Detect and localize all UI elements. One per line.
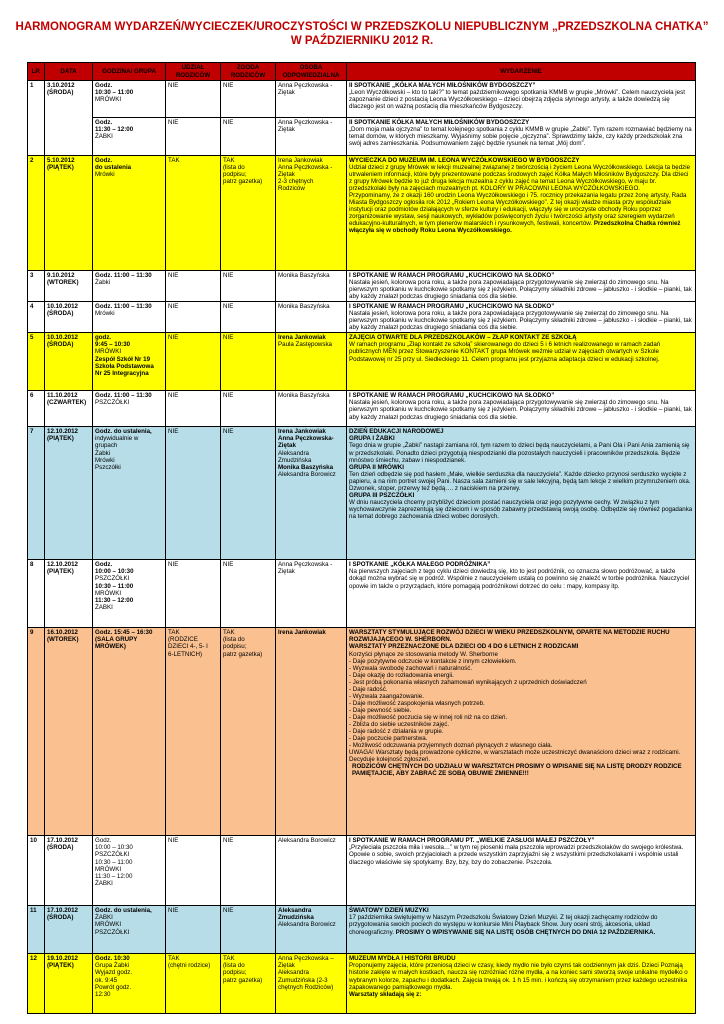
date-text: 3.10.2012 <box>47 82 75 89</box>
title-line-2: W PAŹDZIERNIKU 2012 R. <box>290 35 434 47</box>
person-line: Paula Zastępowska <box>278 341 332 349</box>
event-title: ZAJĘCIA OTWARTE DLA PRZEDSZKOLAKÓW – ZŁAP KONTAKT ZE SZKOŁĄ <box>349 334 577 342</box>
event-title: II SPOTKANIE „KÓŁKA MAŁYCH MIŁOŚNIKÓW BYDGOSZCZY” <box>349 82 536 89</box>
date-text: 17.10.2012 <box>47 907 78 915</box>
row-time-group <box>93 156 166 271</box>
day-text: (PIĄTEK) <box>47 435 74 443</box>
day-text: (WTOREK) <box>47 279 79 287</box>
row-consent: NIE <box>221 302 276 333</box>
event-description: „Dom moja mała ojczyzna” to temat kolejnego spotkania z cyklu KMMB w grupie „Żabki”. Tym razem rozmawiać będziemy na temat domów, w których mieszkamy. Wyjaśnimy sobie pojęcie „ojczyzna”. Sprawdzimy także, czy każdy przedszkolak zna swój adres zamieszkania. Podsumowaniem zajęć będzie rysunek na temat „Mój dom”. <box>349 126 692 148</box>
row-date <box>45 156 93 271</box>
row-date <box>45 906 93 954</box>
list-item: - Daje możliwość poczucia się w innej roli niż na co dzień. <box>349 713 508 721</box>
row-date <box>45 628 93 836</box>
event-description: Nastała jesień, kolorowa pora roku, a także pora zapowiadająca przygotowywanie się zwierząt do zimowego snu. Na pierwszym spotkaniu w kuchcikowie spotkamy się z jeżykiem. Połączymy składniki zdrowe – jabłuszko - i słodkie – pianki, tak aby każdy znalazł podczas drugiego śniadania coś dla siebie. <box>349 310 692 332</box>
event-title: MUZEUM MYDŁA I HISTORII BRUDU <box>349 955 456 963</box>
consent-line: TAK <box>223 157 235 164</box>
event-title: I SPOTKANIE „KÓŁKA MAŁEGO PODRÓŻNIKA” <box>349 561 491 569</box>
consent-line: patrz gazetka) <box>223 976 263 984</box>
person-line: Anna Pęczkowska – Ziętak <box>278 955 334 970</box>
group-name: Mrówki <box>95 456 115 464</box>
event-description: „Leon Wyczółkowski – kto to taki?” to temat pażdziernikowego spotkania KMMB w grupie „Mrówki”. Celem nauczyciela jest zapoznanie dzieci z postacią Leona Wyczółkowskiego – dzieci obejrzą zdjęcia słynnego artysty, a także dowiedzą się dlaczego jest on ważną postacią dla mieszkańców Bydgoszczy. <box>349 89 685 111</box>
header-parents-participation: UDZIAŁ RODZICÓW <box>166 63 221 81</box>
event-title: I SPOTKANIE W RAMACH PROGRAMU „KUCHCIKOWO NA SŁODKO” <box>349 303 555 311</box>
time-label: Godz. <box>95 837 112 845</box>
date-text: 12.10.2012 <box>47 428 78 436</box>
row-event <box>347 906 696 954</box>
person-line: chętnych Rodziców) <box>278 983 334 991</box>
person-line: Irena Jankowiak <box>278 157 323 164</box>
list-item: - Daje pozytywne odczucie w kontakcie z innym człowiekiem. <box>349 657 517 665</box>
event-title: I SPOTKANIE W RAMACH PROGRAMU „KUCHCIKOWO NA SŁODKO” <box>349 392 555 400</box>
person-line: Aleksandra Borowicz <box>278 470 336 478</box>
row-date <box>45 427 93 560</box>
group-name: MRÓWKI <box>95 865 122 873</box>
day-text: (WTOREK) <box>47 636 79 644</box>
row-responsible: Anna Pęczkowska - Ziętak <box>276 118 347 156</box>
event-title: WARSZTATY STYMULUJĄCE ROZWÓJ DZIECI W WIEKU PRZEDSZKOLNYM, OPARTE NA METODZIE RUCHU ROZWIJAJĄCEGO W. SHERBORN. <box>349 629 670 644</box>
person-line: Anna Pęczkowska-Ziętak <box>278 435 334 450</box>
row-consent: NIE <box>221 560 276 628</box>
list-item: - Wyzwala zaangażowanie. <box>349 692 424 700</box>
table-row <box>28 836 696 906</box>
day-text: (CZWARTEK) <box>47 399 87 407</box>
person-line: Irena Jankowiak <box>278 428 326 436</box>
row-responsible <box>276 906 347 954</box>
row-responsible <box>276 156 347 271</box>
event-description: Proponujemy zajęcia, które przeniosą dzieci w czasy, kiedy mydło nie było czymś tak codziennym jak dziś. Dzieci Poznają historie zaklęte w małych kostkach, naucza się rozróżniać różne mydła, a na koniec sami stworzą swoje unikalne mydełko o wybranym kolorze, zapachu i dodatkach. Zajęcia trwają ok. 1 h 15 min. i kończą się otrzymaniem przez każdego uczestnika zapakowanego pamiątkowego mydła. <box>349 962 688 991</box>
day-text: (PIĄTEK) <box>47 568 74 576</box>
row-event <box>347 333 696 391</box>
list-item: - Możliwość odczuwania przyjemnych doznań płynących z własnego ciała. <box>349 742 553 750</box>
row-consent <box>221 156 276 271</box>
time-value: Godz. 11:00 – 11:30 <box>95 392 152 400</box>
group-line: Wyjazd godz. <box>95 969 133 977</box>
row-consent <box>221 628 276 836</box>
list-item: - Daje radość z działania w grupie. <box>349 728 444 736</box>
list-item: - Wyzwala swobodę zachowań i naturalność. <box>349 664 473 672</box>
consent-line: patrz gazetka) <box>223 650 263 658</box>
row-time-group <box>93 836 166 906</box>
table-row <box>28 560 696 628</box>
row-responsible: Monika Baszyńska <box>276 302 347 333</box>
person-line: Irena Jankowiak <box>278 334 326 342</box>
day-text: (PIĄTEK) <box>47 962 74 970</box>
event-description: W ramach programu „Złap kontakt ze szkołą” skierowanego do dzieci 5 i 6 letnich realizowanego w ramach zadań publicznych MEN przez Stowarzyszenie KONTAKT grupa Mrówek weźmie udział w zajęciach otwartych w Szkole Podstawowej nr 25 przy ul. Siedleckiego 11. Celem programu jest przyjazna adaptacja dzieci w edukacji szkolnej. <box>349 341 661 363</box>
person-line: Zmudzińska <box>278 914 314 922</box>
group-name: (SALA GRUPY <box>95 636 138 644</box>
day-text: (ŚRODA) <box>47 89 74 97</box>
event-description: Ten dzień odbędzie się pod hasłem „Małe, wielkie serduszka dla nauczyciela”. Każde dziecko przynosi serduszko wycięte z papieru, a na nim portret swojej Pani. Nasza sala zamieni się w sale lekcyjną, będą tam lekcje z wielkim przymrużeniem oka. Dzwonek, stoper, przerwy też będą…. z naciskiem na przerwy. <box>349 470 691 492</box>
row-event <box>347 836 696 906</box>
person-line: Irena Jankowiak <box>278 629 326 637</box>
person-line: Zumudzińska (2-3 <box>278 976 328 984</box>
group-line: ok. 9:45 <box>95 976 118 984</box>
row-time-group <box>93 81 166 118</box>
row-event <box>347 156 696 271</box>
group-name: MRÓWKI <box>95 96 122 104</box>
title-line-1: HARMONOGRAM WYDARZEŃ/WYCIECZEK/UROCZYSTOŚCI W PRZEDSZKOLU NIEPUBLICZNYM „PRZEDSZKOLNA CHATKA” <box>15 21 709 33</box>
event-subtitle: GRUPA II MRÓWKI <box>349 463 404 471</box>
row-event <box>347 560 696 628</box>
row-number: 2 <box>28 156 45 271</box>
row-time-group <box>93 560 166 628</box>
time-value: Godz. 10:30 <box>95 955 130 963</box>
day-text: (ŚRODA) <box>47 341 74 349</box>
row-number: 10 <box>28 836 45 906</box>
event-note: UWAGA! Warsztaty będą prowadzone cykliczne, w warsztatach może uczestniczyć dwanaścioro dzieci wraz z rodzicami. Decyduje kolejność zgłoszeń. <box>349 749 681 764</box>
row-number: 3 <box>28 271 45 302</box>
row-number: 5 <box>28 333 45 391</box>
group-line: 12:30 <box>95 990 111 998</box>
list-item: - Daje okazję do rozładowania energii. <box>349 671 454 679</box>
row-responsible: Monika Baszyńska <box>276 391 347 427</box>
header-responsible-person: OSOBA ODPOWIEDZIALNA <box>276 63 347 81</box>
time-value: Godz. do ustalenia, <box>95 428 152 436</box>
row-event <box>347 302 696 333</box>
row-time-group <box>93 391 166 427</box>
row-responsible: Monika Baszyńska <box>276 271 347 302</box>
list-item: - Daje radość. <box>349 685 388 693</box>
group-name: Grupa Żabki <box>95 962 130 970</box>
participation-line: 6-LETNICH) <box>168 650 203 658</box>
list-item: - Daje pewność siebie. <box>349 706 412 714</box>
row-participation: NIE <box>166 118 221 156</box>
person-line: Aleksandra <box>278 449 309 457</box>
row-time-group <box>93 271 166 302</box>
row-date <box>45 333 93 391</box>
row-event <box>347 628 696 836</box>
group-name: ŻABKI <box>95 914 113 922</box>
date-text: 9.10.2012 <box>47 272 75 279</box>
row-date <box>45 954 93 1014</box>
row-consent: NIE <box>221 906 276 954</box>
row-participation: NIE <box>166 560 221 628</box>
event-note: Przedszkolna Chatka również włączyła się w obchody Roku Leona Wyczółkowskiego. <box>349 220 681 235</box>
table-row <box>28 118 696 156</box>
table-row <box>28 81 696 118</box>
header-parents-consent: ZGODA RODZICÓW <box>221 63 276 81</box>
row-date <box>45 391 93 427</box>
row-consent: NIE <box>221 333 276 391</box>
list-item: - Zbliża do siebie uczestników zajęć. <box>349 720 450 728</box>
row-number: 1 <box>28 81 45 156</box>
group-name: Nr 25 Integracyjna <box>95 369 149 377</box>
person-line: Anna Pęczkowska - Ziętak <box>278 164 333 179</box>
row-event <box>347 427 696 560</box>
group-name: ŻABKI <box>95 879 113 887</box>
table-row <box>28 302 696 333</box>
row-consent: NIE <box>221 427 276 560</box>
event-description: Nastała jesień, kolorowa pora roku, a także pora zapowiadająca przygotowywanie się zwierząt do zimowego snu. Na pierwszym spotkaniu w kuchcikowie spotkamy się z jeżykiem. Połączymy składniki zdrowe – jabłuszko - i słodkie – pianki, tak aby każdy znalazł podczas drugiego śniadania coś dla siebie. <box>349 399 692 421</box>
row-time-group <box>93 628 166 836</box>
date-text: 16.10.2012 <box>47 629 78 637</box>
time-label: Godz. <box>95 82 113 89</box>
time-value: Godz. 11:00 – 11:30 <box>95 303 152 311</box>
group-name: Szkoła Podstawowa <box>95 362 154 370</box>
time-label: godz. <box>95 334 112 342</box>
row-consent: NIE <box>221 118 276 156</box>
consent-line: patrz gazetka) <box>223 178 263 186</box>
row-participation: NIE <box>166 836 221 906</box>
row-event <box>347 391 696 427</box>
row-event <box>347 271 696 302</box>
time-value: Godz. do ustalenia, <box>95 907 152 915</box>
person-line: Aleksandra Borowicz <box>278 921 336 929</box>
event-title: II SPOTKANIE KÓŁKA MAŁYCH MIŁOŚNIKÓW BYDGOSZCZY <box>349 119 530 126</box>
group-name: Mrówki <box>95 171 115 179</box>
group-name: MRÓWKI <box>95 348 122 356</box>
row-participation: NIE <box>166 271 221 302</box>
group-name: Żabki <box>95 449 111 457</box>
person-line: Aleksandra <box>278 907 312 915</box>
row-participation: NIE <box>166 391 221 427</box>
group-name: ŻABKI <box>95 603 113 611</box>
consent-line: podpisu; <box>223 171 247 179</box>
participation-line: (RODZICE <box>168 636 198 644</box>
consent-line: podpisu; <box>223 969 247 977</box>
date-text: 17.10.2012 <box>47 837 78 845</box>
event-description: „Przyleciała pszczoła miła i wesoła…” w tym rej piosenki mała pszczoła wprowadzi przedszkolaków do swojego królestwa. Opowie o sobie, swoich przyjaciołach a przede wszystkim zaprzyjaźni się z wszystkimi przedszkolakami i wspólnie ustali dlaczego właściwie się spotykamy. Bzy, bzy, bzy do zobaczenie. Pszczoła. <box>349 844 684 866</box>
table-row <box>28 427 696 560</box>
row-date <box>45 836 93 906</box>
table-row <box>28 271 696 302</box>
row-responsible <box>276 628 347 836</box>
group-name: Mrówki <box>95 310 115 318</box>
group-name: indywidualnie w <box>95 435 139 443</box>
row-time-group <box>93 302 166 333</box>
table-row <box>28 333 696 391</box>
time-value: 10:30 – 11:00 <box>95 582 134 590</box>
list-item: - Daje poczucie partnerstwa. <box>349 735 428 743</box>
time-value: 10:30 – 11:00 <box>95 89 134 97</box>
group-name: ŻABKI <box>95 133 113 141</box>
consent-line: TAK <box>223 629 235 637</box>
time-value: 11:30 – 12:00 <box>95 126 134 134</box>
time-value: Godz. 11:00 – 11:30 <box>95 272 152 279</box>
consent-line: podpisu; <box>223 643 247 651</box>
participation-line: DZIECI 4-, 5- I <box>168 643 208 651</box>
day-text: (PIĄTEK) <box>47 164 74 172</box>
row-date <box>45 81 93 156</box>
person-line: Aleksandra <box>278 969 309 977</box>
day-text: (ŚRODA) <box>47 844 74 852</box>
time-label: Godz. <box>95 157 113 164</box>
row-participation: NIE <box>166 906 221 954</box>
header-time-group: GODZINA/ GRUPA <box>93 63 166 81</box>
group-name: PSZCZÓŁKI <box>95 928 130 936</box>
consent-line: (lista do <box>223 164 245 172</box>
row-number: 11 <box>28 906 45 954</box>
time-value: 11:30 – 12:00 <box>95 596 134 604</box>
row-time-group <box>93 333 166 391</box>
day-text: (ŚRODA) <box>47 310 74 318</box>
row-responsible: Anna Pęczkowska - Ziętak <box>276 560 347 628</box>
row-participation: NIE <box>166 333 221 391</box>
time-label: Godz. <box>95 561 113 569</box>
row-time-group <box>93 954 166 1014</box>
row-number: 8 <box>28 560 45 628</box>
row-number: 9 <box>28 628 45 836</box>
row-responsible <box>276 954 347 1014</box>
table-row <box>28 156 696 271</box>
consent-line: (lista do <box>223 636 245 644</box>
group-name: PSZCZÓŁKI <box>95 851 130 859</box>
row-responsible: Anna Pęczkowska - Ziętak <box>276 81 347 118</box>
row-participation: NIE <box>166 302 221 333</box>
event-title: I SPOTKANIE W RAMACH PROGRAMU „KUCHCIKOWO NA SŁODKO” <box>349 272 555 279</box>
schedule-table <box>27 62 696 1014</box>
event-description: Udział dzieci z grupy Mrówek w lekcji muzealnej związanej z twórczością i życiem Leona Wyczółkowskiego. Lekcja ta będzie utrwaleniem informacji, które były prezentowane podczas środowych zajęć Kółka Małych Miłośników Bydgoszczy. Dla dzieci z grupy Mrówek będzie to już druga lekcja muzealna z cyklu zajęć na temat Leona Wyczółkowskiego, w maju br. przedszkolaki były na zajęciach muzealnych pt. KOLORY W PRACOWNI LEONA WYCZÓŁKOWSKIEGO. <box>349 164 691 193</box>
page-title <box>0 20 724 48</box>
group-name: grupach <box>95 442 118 450</box>
person-line: Monika Baszyńska <box>278 463 334 471</box>
date-text: 19.10.2012 <box>47 955 78 963</box>
row-date <box>45 271 93 302</box>
row-consent <box>221 954 276 1014</box>
event-subtitle: GRUPA III PSZCZÓŁKI <box>349 491 415 499</box>
date-text: 12.10.2012 <box>47 561 78 569</box>
row-participation <box>166 954 221 1014</box>
row-responsible: Aleksandra Borowicz <box>276 836 347 906</box>
header-date: DATA <box>45 63 93 81</box>
group-name: Żabki <box>95 279 111 287</box>
header-lp: LP. <box>28 63 45 81</box>
event-title: DZIEŃ EDUKACJI NARODOWEJ <box>349 428 444 436</box>
list-item: - Daje możliwość zaspokojenia własnych potrzeb. <box>349 699 485 707</box>
header-row <box>28 63 696 81</box>
date-text: 10.10.2012 <box>47 303 78 311</box>
event-subtitle: WARSZTATY PRZEZNACZONE DLA DZIECI OD 4 DO 6 LETNICH Z RODZICAMI <box>349 643 579 651</box>
row-event <box>347 954 696 1014</box>
row-date <box>45 302 93 333</box>
time-value: do ustalenia <box>95 164 132 172</box>
event-title: ŚWIATOWY DZIEŃ MUZYKI <box>349 907 429 915</box>
row-consent: NIE <box>221 836 276 906</box>
row-number: 7 <box>28 427 45 560</box>
group-name: MRÓWKI <box>95 921 122 929</box>
person-line: Zmudzińska <box>278 456 312 464</box>
list-item: - Jest próbą pokonania własnych zahamowań wynikających z uprzednich doświadczeń <box>349 678 587 686</box>
event-note: PROSIMY O WPISYWANIE SIĘ NA LISTĘ OSÓB CHĘTNYCH DO DNIA 12 PAŹDZIERNIKA. <box>395 928 656 936</box>
row-consent: NIE <box>221 391 276 427</box>
event-description: W dniu nauczyciela chcemy przybliżyć dzieciom postać nauczyciela oraz jego pozytywne cechy. W związku z tym wychowawczynie zaprezentują się dzieciom i w sposób zabawny przedstawią swoją osobę. Odbędzie się również pogadanka na temat dobrego zachowania dzieci wobec dorosłych. <box>349 498 693 520</box>
group-name: PSZCZÓŁKI <box>95 575 130 583</box>
day-text: (ŚRODA) <box>47 914 74 922</box>
date-text: 5.10.2012 <box>47 157 75 164</box>
group-name: MRÓWEK) <box>95 643 126 651</box>
participation-line: TAK <box>168 629 180 637</box>
table-row <box>28 906 696 954</box>
row-participation: NIE <box>166 81 221 118</box>
event-description: 17 października świętujemy w Naszym Przedszkolu Światowy Dzień Muzyki. Z tej okazji zachęcamy rodziców do przygotowania swoich pociech do występu w konkursie Mini Playback Show. Jury oceni strój, akcesoria, układ choreograficzny. <box>349 914 658 936</box>
group-name: Pszczółki <box>95 463 121 471</box>
event-call-to-action: RODZICÓW CHĘTNYCH DO UDZIAŁU W WARSZTATCH PROSIMY O WPISANIE SIĘ NA LISTĘ DRODZY RODZICE PAMIĘTAJCIE, ABY ZABRAĆ ZE SOBĄ OBUWIE ZMIENNE!!! <box>352 763 682 778</box>
table-row <box>28 628 696 836</box>
row-number: 12 <box>28 954 45 1014</box>
person-line: Rodziców <box>278 185 305 193</box>
event-description: Tego dnia w grupie „Żabki” nastąpi zamiana ról, tym razem to dzieci będą nauczycielami, a Pani Ola i Pani Ania zamienią się w przedszkolaki. Ponadto dzieci przygotują niespodzianki dla pozostałych nauczycieli i pracowników przedszkola. Będzie mnóstwo śmiechu, zabaw i niespodzianek. <box>349 442 690 464</box>
row-number: 4 <box>28 302 45 333</box>
row-participation: TAK <box>166 156 221 271</box>
time-value: 10:00 – 10:30 <box>95 568 134 576</box>
row-time-group <box>93 427 166 560</box>
event-title: I SPOTKANIE W RAMACH PROGRAMU PT. „WIELKIE ZASŁUGI MAŁEJ PSZCZOŁY” <box>349 837 595 845</box>
time-value: 10:30 – 11:00 <box>95 858 133 866</box>
event-subtitle: GRUPA I ŻABKI <box>349 435 395 443</box>
participation-line: TAK <box>168 955 180 963</box>
group-name: MRÓWKI <box>95 589 122 597</box>
row-consent: NIE <box>221 81 276 118</box>
person-line: 2-3 chętnych <box>278 178 314 186</box>
row-event <box>347 81 696 118</box>
time-value: 9:45 – 10:30 <box>95 341 131 349</box>
row-date <box>45 560 93 628</box>
row-consent: NIE <box>221 271 276 302</box>
list-item: Korzyści płynące ze stosowania metody W. Sherborne <box>349 650 498 658</box>
time-value: 11:30 – 12:00 <box>95 872 133 880</box>
group-line: Powrót godz. <box>95 983 132 991</box>
table-row <box>28 391 696 427</box>
row-number: 6 <box>28 391 45 427</box>
event-description: Na pierwszych zajęciach z tego cyklu dzieci dowiedzą się, kto to jest podróżnik, co oznacza słowo podróżować, a także dokąd można wybrać się w podróż. Wspólnie z nauczycielem ustalą co powinno się znaleźć w torbie podróżnika. Nauczyciel opowie im także o przyrządach, które pomagają podróżnikowi dotrzeć do celu : mapy, kompasy itp. <box>349 568 690 590</box>
row-time-group <box>93 906 166 954</box>
consent-line: TAK <box>223 955 235 963</box>
time-value: 10:00 – 10:30 <box>95 844 133 852</box>
time-label: Godz. <box>95 119 113 126</box>
row-event <box>347 118 696 156</box>
row-time-group <box>93 118 166 156</box>
row-participation: NIE <box>166 427 221 560</box>
row-responsible <box>276 427 347 560</box>
table-row <box>28 954 696 1014</box>
row-participation <box>166 628 221 836</box>
header-event: WYDARZENIE <box>347 63 696 81</box>
event-title: WYCIECZKA DO MUZEUM IM. LEONA WYCZÓŁKOWSKIEGO W BYDGOSZCZY <box>349 157 580 164</box>
row-responsible <box>276 333 347 391</box>
event-description: Nastała jesień, kolorowa pora roku, a także pora zapowiadająca przygotowywanie się zwierząt do zimowego snu. Na pierwszym spotkaniu w kuchcikowie spotkamy się z jeżykiem. Połączymy składniki zdrowe – jabłuszko - i słodkie – pianki, tak aby każdy znalazł podczas drugiego śniadania coś dla siebie. <box>349 279 692 301</box>
date-text: 11.10.2012 <box>47 392 78 400</box>
event-description: Przypominamy, że z okazji 160 urodzin Leona Wyczółkowskiego i 75. rocznicy przekazania legatu przez żonę artysty, Rada Miasta Bydgoszczy ogłosiła rok 2012 „Rokiem Leona Wyczółkowskiego”. Z tej okazji władze miasta przy współudziale instytucji oraz podmiotów działających w sferze kultury i edukacji, włączyły się w uroczyste obchody Roku poprzez zorganizowanie wystaw, sesji naukowych, wykładów poświęconych życiu i twórczości artysty oraz szeregiem wydarzeń edukacyjno-kulturalnych, w tym plenerów malarskich i rysunkowych, festiwali, koncertów. <box>349 192 687 228</box>
time-value: Godz. 15:45 – 16:30 <box>95 629 153 637</box>
event-note: Warsztaty składają się z: <box>349 990 422 998</box>
date-text: 10.10.2012 <box>47 334 78 342</box>
consent-line: (lista do <box>223 962 245 970</box>
participation-line: (chętni rodzice) <box>168 962 211 970</box>
group-name: PSZCZÓŁKI <box>95 399 130 407</box>
group-name: Zespół Szkół Nr 19 <box>95 355 151 363</box>
